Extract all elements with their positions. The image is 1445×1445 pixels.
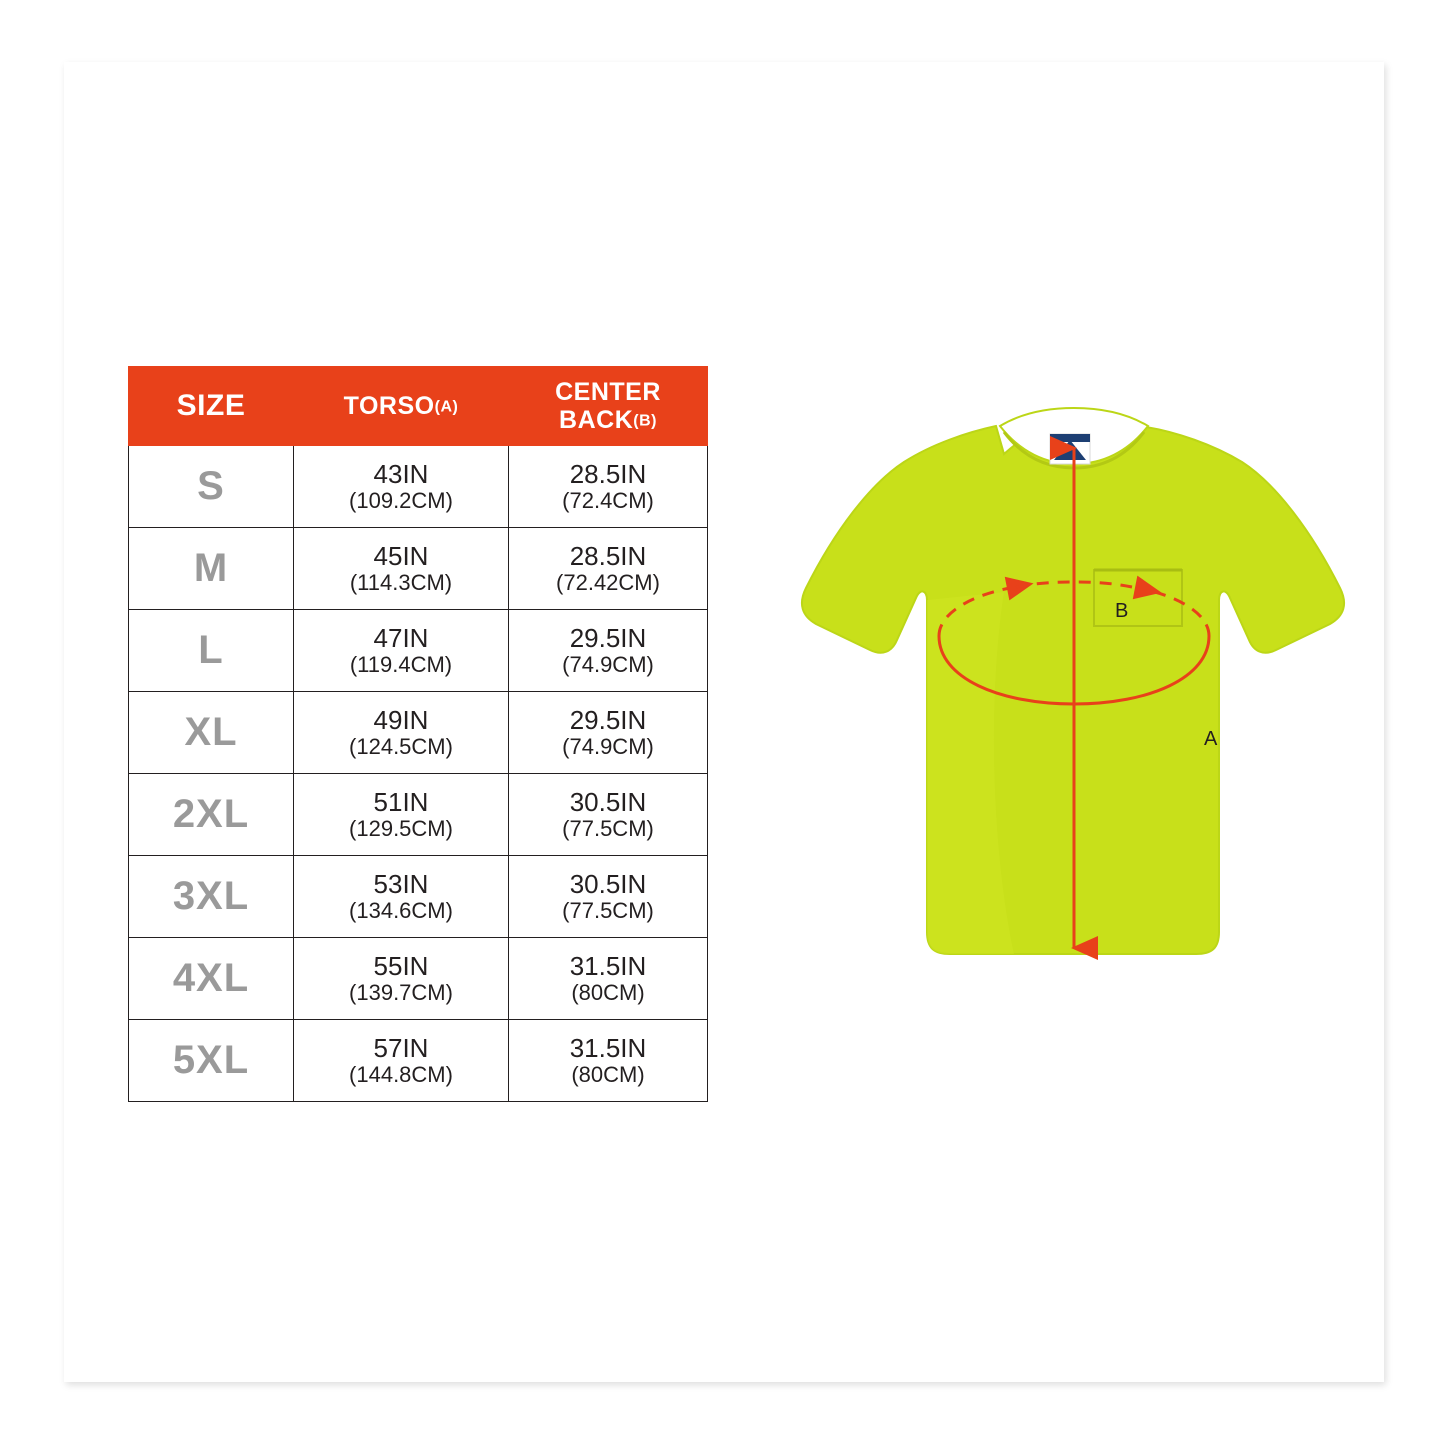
cell-back-in: 28.5IN (569, 540, 647, 571)
cell-torso (294, 692, 509, 774)
cell-torso-in: 45IN (373, 540, 429, 571)
measure-label-b: B (1115, 600, 1129, 622)
table-row (129, 774, 708, 856)
cell-back-cm: (74.9CM) (562, 651, 654, 677)
cell-size: XL (129, 692, 294, 774)
column-header-torso (294, 367, 509, 446)
cell-torso-cm: (119.4CM) (349, 651, 453, 677)
cell-center-back (509, 938, 708, 1020)
cell-center-back (509, 1020, 708, 1102)
cell-back-cm: (72.42CM) (556, 569, 660, 595)
cell-torso-in: 51IN (373, 786, 429, 817)
cell-torso (294, 938, 509, 1020)
column-header-center-back-line2: BACK (559, 406, 634, 434)
column-header-center-back-sub: (B) (633, 412, 657, 430)
cell-torso-in: 47IN (373, 622, 429, 653)
cell-back-in: 28.5IN (569, 458, 647, 489)
table-row (129, 1020, 708, 1102)
cell-torso (294, 610, 509, 692)
table-body (129, 446, 708, 1102)
table-row (129, 692, 708, 774)
cell-back-cm: (77.5CM) (562, 897, 654, 923)
table-header (129, 367, 708, 446)
column-header-center-back (509, 367, 708, 446)
table-row (129, 446, 708, 528)
cell-back-cm: (77.5CM) (562, 815, 654, 841)
shirt-illustration (764, 392, 1384, 1032)
cell-torso (294, 528, 509, 610)
column-header-torso-sub: (A) (434, 398, 459, 416)
cell-torso-cm: (129.5CM) (349, 815, 453, 841)
cell-back-cm: (72.4CM) (562, 487, 654, 513)
column-header-center-back-line1: CENTER (555, 378, 661, 406)
cell-center-back (509, 856, 708, 938)
cell-center-back (509, 692, 708, 774)
cell-back-in: 29.5IN (569, 622, 647, 653)
chart-card (64, 62, 1384, 1382)
table-header-row (129, 367, 708, 446)
brand-logo-icon (1050, 434, 1090, 464)
column-header-size-label: SIZE (176, 389, 246, 423)
cell-size: 5XL (129, 1020, 294, 1102)
table-row (129, 856, 708, 938)
cell-torso-in: 43IN (373, 458, 429, 489)
cell-torso-cm: (114.3CM) (349, 569, 453, 595)
cell-back-cm: (74.9CM) (562, 733, 654, 759)
table-row (129, 610, 708, 692)
cell-torso-cm: (144.8CM) (349, 1061, 453, 1087)
cell-torso (294, 446, 509, 528)
cell-size: 3XL (129, 856, 294, 938)
cell-torso-cm: (134.6CM) (349, 897, 453, 923)
cell-torso (294, 1020, 509, 1102)
cell-back-in: 29.5IN (569, 704, 647, 735)
cell-torso-in: 57IN (373, 1032, 429, 1063)
table-row (129, 938, 708, 1020)
column-header-size (129, 367, 294, 446)
cell-torso (294, 774, 509, 856)
cell-torso-cm: (124.5CM) (349, 733, 453, 759)
cell-torso-cm: (139.7CM) (349, 979, 453, 1005)
measure-label-a: A (1204, 728, 1218, 750)
column-header-torso-label: TORSO (343, 392, 435, 420)
cell-back-in: 30.5IN (569, 868, 647, 899)
cell-size: L (129, 610, 294, 692)
cell-size: 4XL (129, 938, 294, 1020)
cell-torso-in: 53IN (373, 868, 429, 899)
size-chart-table (128, 366, 708, 1102)
cell-size: S (129, 446, 294, 528)
cell-torso (294, 856, 509, 938)
table-row (129, 528, 708, 610)
cell-back-in: 31.5IN (569, 950, 647, 981)
cell-center-back (509, 610, 708, 692)
cell-back-in: 31.5IN (569, 1032, 647, 1063)
cell-torso-in: 55IN (373, 950, 429, 981)
cell-torso-cm: (109.2CM) (349, 487, 453, 513)
cell-center-back (509, 446, 708, 528)
cell-back-cm: (80CM) (571, 1061, 645, 1087)
cell-back-cm: (80CM) (571, 979, 645, 1005)
cell-size: 2XL (129, 774, 294, 856)
cell-size: M (129, 528, 294, 610)
cell-center-back (509, 528, 708, 610)
cell-torso-in: 49IN (373, 704, 429, 735)
cell-center-back (509, 774, 708, 856)
cell-back-in: 30.5IN (569, 786, 647, 817)
